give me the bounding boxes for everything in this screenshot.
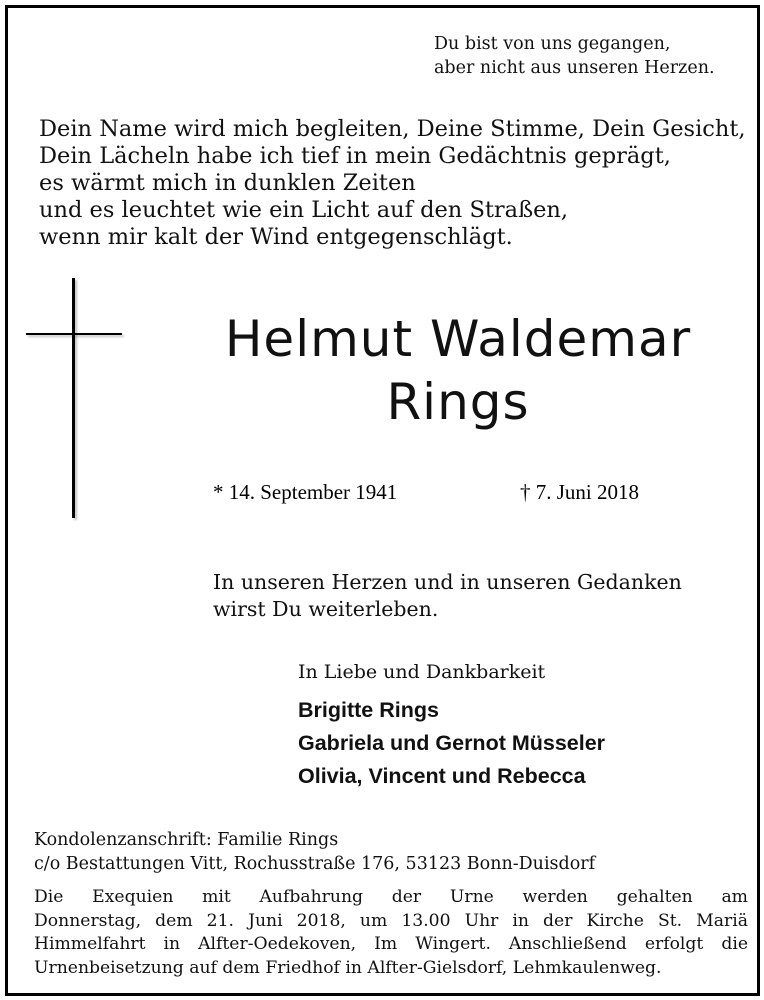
ceremony-line: Donnerstag, dem 21. Juni 2018, um 13.00 Uhr in der Kirche St. Mariä [34,910,748,931]
cross-icon-vertical [72,278,75,518]
death-date: † 7. Juni 2018 [520,480,640,504]
motto [434,32,715,80]
signer: Gabriela und Gernot Müsseler [298,731,606,755]
condolence-address [34,828,595,876]
ceremony-notice [34,886,748,980]
motto-line: Du bist von uns gegangen, [434,34,671,54]
last-name: Rings [386,373,530,431]
closing-phrase: In Liebe und Dankbarkeit [298,661,546,683]
signer: Brigitte Rings [298,698,439,722]
condolence-line: c/o Bestattungen Vitt, Rochusstraße 176, 53123 Bonn-Duisdorf [34,854,596,874]
first-names: Helmut Waldemar [224,310,692,368]
remembrance-text [213,569,682,623]
remembrance-line: In unseren Herzen und in unseren Gedanken [213,570,682,594]
signer: Olivia, Vincent und Rebecca [298,764,586,788]
birth-date: * 14. September 1941 [213,480,398,504]
poem-line: es wärmt mich in dunklen Zeiten [39,170,416,196]
remembrance-line: wirst Du weiterleben. [213,597,439,621]
motto-line: aber nicht aus unseren Herzen. [434,58,715,78]
poem-line: Dein Name wird mich begleiten, Deine Stimme, Dein Gesicht, [39,116,746,142]
signers-list [298,694,605,793]
condolence-line: Kondolenzanschrift: Familie Rings [34,830,339,850]
poem-line: Dein Lächeln habe ich tief in mein Gedächtnis geprägt, [39,143,671,169]
deceased-name [148,308,764,434]
obituary-frame [5,5,760,996]
cross-icon-horizontal [26,333,122,335]
ceremony-line: Himmelfahrt in Alfter-Oedekoven, Im Wingert. Anschließend erfolgt die [34,934,748,954]
ceremony-line: Urnenbeisetzung auf dem Friedhof in Alfter-Gielsdorf, Lehmkaulenweg. [34,957,662,978]
ceremony-line: Die Exequien mit Aufbahrung der Urne werden gehalten am [34,887,748,907]
poem-line: und es leuchtet wie ein Licht auf den Straßen, [39,197,569,223]
poem [39,116,746,251]
poem-line: wenn mir kalt der Wind entgegenschlägt. [39,224,513,250]
